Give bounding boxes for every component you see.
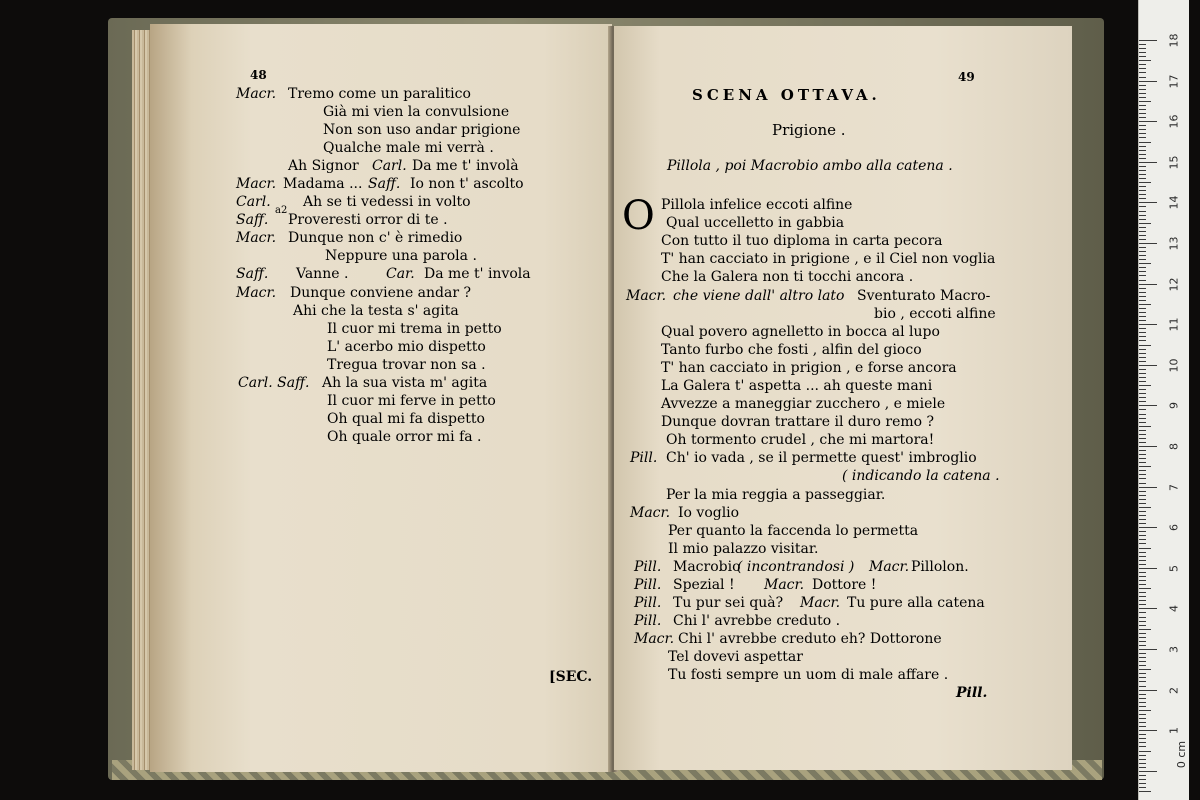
ruler-tick xyxy=(1139,211,1146,212)
ruler-tick xyxy=(1139,109,1146,110)
verse-line: Proveresti orror di te . xyxy=(288,212,448,228)
ruler-number: 2 xyxy=(1167,686,1181,694)
verse-line: Da me t' involà xyxy=(412,158,519,174)
speaker: Pill. xyxy=(634,559,662,575)
ruler-tick xyxy=(1139,255,1146,256)
ruler-tick xyxy=(1139,633,1146,634)
ruler-tick xyxy=(1139,137,1146,138)
ruler-tick xyxy=(1139,121,1157,122)
ruler-tick xyxy=(1139,751,1151,752)
speaker: Macr. xyxy=(236,230,277,246)
ruler-tick xyxy=(1139,430,1146,431)
ruler-tick xyxy=(1139,198,1146,199)
ruler-tick xyxy=(1139,365,1157,366)
speaker: Macr. xyxy=(630,505,671,521)
verse-line: T' han cacciato in prigione , e il Ciel non voglia xyxy=(661,251,996,267)
ruler-tick xyxy=(1139,158,1146,159)
ruler-tick xyxy=(1139,612,1146,613)
scene-setting: Prigione . xyxy=(772,121,846,139)
ruler-tick xyxy=(1139,507,1151,508)
ruler-unit-label: 0 cm xyxy=(1175,740,1189,769)
ruler-tick xyxy=(1139,625,1146,626)
verse-line: bio , eccoti alfine xyxy=(874,306,996,322)
ruler-tick xyxy=(1139,93,1146,94)
ruler-tick xyxy=(1139,596,1146,597)
ruler-tick xyxy=(1139,722,1146,723)
ruler-tick xyxy=(1139,564,1146,565)
verse-line: Il mio palazzo visitar. xyxy=(668,541,819,557)
speaker: Car. xyxy=(386,266,415,282)
verse-line: Oh tormento crudel , che mi martora! xyxy=(666,432,935,448)
ruler-tick xyxy=(1139,572,1146,573)
verse-line: Tu pure alla catena xyxy=(847,595,985,611)
ruler-tick xyxy=(1139,150,1146,151)
ruler-tick xyxy=(1139,40,1157,41)
ruler-tick xyxy=(1139,231,1146,232)
ruler-tick xyxy=(1139,621,1146,622)
ruler-tick xyxy=(1139,215,1146,216)
ruler-tick xyxy=(1139,166,1146,167)
verse-line: Ah la sua vista m' agita xyxy=(322,375,488,391)
ruler-tick xyxy=(1139,174,1146,175)
verse-line: Qual uccelletto in gabbia xyxy=(666,215,845,231)
verse-line: Con tutto il tuo diploma in carta pecora xyxy=(661,233,943,249)
ruler-tick xyxy=(1139,405,1157,406)
ruler-tick xyxy=(1139,288,1146,289)
ruler-tick xyxy=(1139,227,1146,228)
ruler-tick xyxy=(1139,487,1157,488)
ruler-tick xyxy=(1139,474,1146,475)
ruler-tick xyxy=(1139,284,1157,285)
ruler-tick xyxy=(1139,393,1146,394)
ruler-number: 3 xyxy=(1167,646,1181,653)
ruler-tick xyxy=(1139,129,1146,130)
ruler-tick xyxy=(1139,296,1146,297)
catchword: [SEC. xyxy=(549,669,593,685)
ruler-number: 5 xyxy=(1167,564,1181,572)
ruler-tick xyxy=(1139,661,1146,662)
ruler-tick xyxy=(1139,645,1146,646)
ruler-tick xyxy=(1139,730,1157,731)
ruler-tick xyxy=(1139,312,1146,313)
ruler-tick xyxy=(1139,125,1146,126)
verse-line: Sventurato Macro- xyxy=(857,288,991,304)
ruler-tick xyxy=(1139,677,1146,678)
ruler-tick xyxy=(1139,710,1151,711)
ruler-tick xyxy=(1139,267,1146,268)
ruler-tick xyxy=(1139,247,1146,248)
ruler-tick xyxy=(1139,235,1146,236)
ruler-tick xyxy=(1139,576,1146,577)
ruler-tick xyxy=(1139,206,1146,207)
ruler-tick xyxy=(1139,543,1146,544)
verse-line: Ah Signor xyxy=(288,158,359,174)
ruler-tick xyxy=(1139,77,1146,78)
ruler-tick xyxy=(1139,584,1146,585)
stage-direction: ( indicando la catena . xyxy=(842,468,1000,484)
ruler-tick xyxy=(1139,275,1146,276)
ruler-number: 1 xyxy=(1167,727,1181,735)
ruler-tick xyxy=(1139,336,1146,337)
ruler-tick xyxy=(1139,271,1146,272)
ruler-tick xyxy=(1139,146,1146,147)
ruler-tick xyxy=(1139,251,1146,252)
ruler-number: 8 xyxy=(1167,443,1181,450)
speaker: Macr. xyxy=(626,288,667,304)
verse-line: Oh qual mi fa dispetto xyxy=(327,411,485,427)
ruler-tick xyxy=(1139,600,1146,601)
ruler-tick xyxy=(1139,637,1146,638)
verse-line: Il cuor mi trema in petto xyxy=(327,321,502,337)
ruler-tick xyxy=(1139,458,1146,459)
verse-line: Già mi vien la convulsione xyxy=(323,104,510,120)
ruler-tick xyxy=(1139,89,1146,90)
ruler-tick xyxy=(1139,324,1157,325)
ruler-tick xyxy=(1139,202,1157,203)
ruler-tick xyxy=(1139,608,1157,609)
ruler-tick xyxy=(1139,243,1157,244)
ruler-tick xyxy=(1139,52,1146,53)
ruler-tick xyxy=(1139,588,1151,589)
ruler-tick xyxy=(1139,170,1146,171)
speaker: Pill. xyxy=(634,595,662,611)
ruler-number: 17 xyxy=(1167,74,1181,89)
ruler-tick xyxy=(1139,44,1146,45)
ruler-tick xyxy=(1139,746,1146,747)
ruler-tick xyxy=(1139,72,1146,73)
verse-line: Non son uso andar prigione xyxy=(323,122,521,138)
ruler-tick xyxy=(1139,604,1146,605)
ruler-tick xyxy=(1139,186,1146,187)
ruler-tick xyxy=(1139,531,1146,532)
ruler-tick xyxy=(1139,669,1151,670)
ruler-tick xyxy=(1139,649,1157,650)
ruler-tick xyxy=(1139,629,1151,630)
ruler-tick xyxy=(1139,527,1157,528)
ruler-tick xyxy=(1139,223,1151,224)
ruler-tick xyxy=(1139,548,1151,549)
ruler-tick xyxy=(1139,523,1146,524)
ruler-tick xyxy=(1139,340,1146,341)
ruler-tick xyxy=(1139,369,1146,370)
speaker: Macr. xyxy=(764,577,805,593)
ruler-tick xyxy=(1139,219,1146,220)
ruler-number: 4 xyxy=(1167,605,1181,613)
speaker: Pill. xyxy=(634,613,662,629)
verse-line: Per la mia reggia a passeggiar. xyxy=(666,487,886,503)
ruler-tick xyxy=(1139,767,1146,768)
ruler-tick xyxy=(1139,783,1146,784)
ruler-tick xyxy=(1139,332,1146,333)
verse-line: Che la Galera non ti tocchi ancora . xyxy=(661,269,914,285)
ruler-tick xyxy=(1139,726,1146,727)
ruler-tick xyxy=(1139,791,1151,792)
verse-line: Ah se ti vedessi in volto xyxy=(303,194,471,210)
ruler-tick xyxy=(1139,742,1146,743)
ruler-tick xyxy=(1139,113,1146,114)
ruler-tick xyxy=(1139,568,1157,569)
speaker: Macr. xyxy=(236,285,277,301)
ruler-tick xyxy=(1139,345,1151,346)
ruler-tick xyxy=(1139,759,1146,760)
ruler-tick xyxy=(1139,182,1151,183)
ruler-tick xyxy=(1139,775,1146,776)
ruler-tick xyxy=(1139,483,1146,484)
speaker: Macr. xyxy=(634,631,675,647)
ruler-tick xyxy=(1139,515,1146,516)
ruler-tick xyxy=(1139,438,1146,439)
verse-line: Chi l' avrebbe creduto . xyxy=(673,613,841,629)
verse-line: Tel dovevi aspettar xyxy=(668,649,803,665)
ruler-tick xyxy=(1139,592,1146,593)
drop-cap: O xyxy=(622,193,655,239)
verse-line: Avvezze a maneggiar zucchero , e miele xyxy=(661,396,946,412)
verse-line: Dottore ! xyxy=(812,577,877,593)
ruler-number: 9 xyxy=(1167,402,1181,410)
ruler-number: 18 xyxy=(1167,33,1181,48)
ruler-tick xyxy=(1139,389,1146,390)
speaker: Pill. xyxy=(630,450,658,466)
ruler-number: 12 xyxy=(1167,277,1181,292)
ruler-tick xyxy=(1139,418,1146,419)
ruler-number: 16 xyxy=(1167,114,1181,129)
verse-line: Macrobio xyxy=(673,559,741,575)
verse-line: Vanne . xyxy=(296,266,349,282)
verse-line: Il cuor mi ferve in petto xyxy=(327,393,496,409)
ruler-tick xyxy=(1139,48,1146,49)
ruler-tick xyxy=(1139,117,1146,118)
ruler-tick xyxy=(1139,466,1151,467)
verse-line: Tu fosti sempre un uom di male affare . xyxy=(668,667,949,683)
verse-line: Pillola infelice eccoti alfine xyxy=(661,197,853,213)
ruler-number: 10 xyxy=(1167,358,1181,373)
verse-line: T' han cacciato in prigion , e forse ancora xyxy=(661,360,957,376)
ruler-tick xyxy=(1139,263,1151,264)
ruler-tick xyxy=(1139,434,1146,435)
ruler-tick xyxy=(1139,133,1146,134)
ruler-tick xyxy=(1139,519,1146,520)
ruler-tick xyxy=(1139,657,1146,658)
ruler-tick xyxy=(1139,300,1146,301)
ruler-tick xyxy=(1139,377,1146,378)
verse-line: Ch' io vada , se il permette quest' imbroglio xyxy=(666,450,977,466)
ruler-tick xyxy=(1139,499,1146,500)
ruler-number: 7 xyxy=(1167,483,1181,491)
ruler-tick xyxy=(1139,357,1146,358)
ruler-number: 14 xyxy=(1167,195,1181,210)
ruler-tick xyxy=(1139,755,1146,756)
ruler-tick xyxy=(1139,690,1157,691)
a2-mark: a2 xyxy=(275,205,288,216)
ruler-tick xyxy=(1139,68,1146,69)
ruler-tick xyxy=(1139,162,1157,163)
stage-direction: Pillola , poi Macrobio ambo alla catena . xyxy=(667,158,953,174)
ruler-tick xyxy=(1139,694,1146,695)
ruler-tick xyxy=(1139,426,1151,427)
ruler-tick xyxy=(1139,503,1146,504)
ruler-tick xyxy=(1139,450,1146,451)
ruler-tick xyxy=(1139,617,1146,618)
right-page-number: 49 xyxy=(958,70,975,84)
ruler-number: 11 xyxy=(1167,317,1181,332)
speaker: Saff. xyxy=(236,266,269,282)
ruler-tick xyxy=(1139,706,1146,707)
ruler-tick xyxy=(1139,409,1146,410)
ruler-tick xyxy=(1139,280,1146,281)
ruler-tick xyxy=(1139,422,1146,423)
ruler-tick xyxy=(1139,714,1146,715)
ruler-tick xyxy=(1139,673,1146,674)
ruler-tick xyxy=(1139,535,1146,536)
ruler-number: 13 xyxy=(1167,236,1181,251)
verse-line: L' acerbo mio dispetto xyxy=(327,339,486,355)
speaker: Saff. xyxy=(236,212,269,228)
ruler-tick xyxy=(1139,381,1146,382)
ruler-tick xyxy=(1139,194,1146,195)
ruler-tick xyxy=(1139,681,1146,682)
ruler-tick xyxy=(1139,539,1146,540)
speaker: Macr. xyxy=(236,176,277,192)
speaker: Macr. xyxy=(800,595,841,611)
ruler-tick xyxy=(1139,101,1151,102)
ruler-tick xyxy=(1139,491,1146,492)
ruler-tick xyxy=(1139,397,1146,398)
verse-line: Madama ... xyxy=(283,176,363,192)
verse-line: Tu pur sei quà? xyxy=(673,595,784,611)
ruler-tick xyxy=(1139,665,1146,666)
ruler-tick xyxy=(1139,698,1146,699)
ruler-tick xyxy=(1139,478,1146,479)
ruler-tick xyxy=(1139,771,1157,772)
ruler-tick xyxy=(1139,259,1146,260)
verse-line: Dunque dovran trattare il duro remo ? xyxy=(661,414,935,430)
ruler-tick xyxy=(1139,446,1157,447)
ruler-tick xyxy=(1139,316,1146,317)
left-page-number: 48 xyxy=(250,68,267,82)
ruler-tick xyxy=(1139,239,1146,240)
speaker: Macr. xyxy=(869,559,910,575)
speaker: Saff. xyxy=(368,176,401,192)
ruler-tick xyxy=(1139,81,1157,82)
scene-title: SCENA OTTAVA. xyxy=(692,86,881,104)
stage-direction: che viene dall' altro lato xyxy=(673,288,845,304)
verse-line: Qualche male mi verrà . xyxy=(323,140,494,156)
ruler-tick xyxy=(1139,495,1146,496)
ruler-tick xyxy=(1139,414,1146,415)
speaker: Carl. xyxy=(236,194,271,210)
ruler-tick xyxy=(1139,787,1146,788)
ruler-tick xyxy=(1139,60,1151,61)
ruler-tick xyxy=(1139,105,1146,106)
ruler-tick xyxy=(1139,154,1146,155)
ruler-tick xyxy=(1139,56,1146,57)
ruler-tick xyxy=(1139,304,1151,305)
ruler-tick xyxy=(1139,349,1146,350)
verse-line: Dunque conviene andar ? xyxy=(290,285,472,301)
speaker: Carl. xyxy=(372,158,407,174)
stage-direction: ( incontrandosi ) xyxy=(737,559,855,575)
ruler-tick xyxy=(1139,470,1146,471)
speaker: Macr. xyxy=(236,86,277,102)
ruler-tick xyxy=(1139,556,1146,557)
verse-line: Qual povero agnelletto in bocca al lupo xyxy=(661,324,940,340)
ruler-tick xyxy=(1139,560,1146,561)
ruler-tick xyxy=(1139,686,1146,687)
verse-line: Io non t' ascolto xyxy=(410,176,524,192)
ruler-tick xyxy=(1139,97,1146,98)
ruler-tick xyxy=(1139,292,1146,293)
verse-line: Per quanto la faccenda lo permetta xyxy=(668,523,919,539)
ruler-tick xyxy=(1139,361,1146,362)
ruler-tick xyxy=(1139,442,1146,443)
verse-line: Tremo come un paralitico xyxy=(288,86,471,102)
ruler-tick xyxy=(1139,718,1146,719)
speaker: Pill. xyxy=(634,577,662,593)
ruler-tick xyxy=(1139,580,1146,581)
ruler-tick xyxy=(1139,353,1146,354)
ruler-tick xyxy=(1139,738,1146,739)
ruler-tick xyxy=(1139,641,1146,642)
verse-line: Neppure una parola . xyxy=(325,248,477,264)
verse-line: Io voglio xyxy=(678,505,740,521)
verse-line: Chi l' avrebbe creduto eh? Dottorone xyxy=(678,631,942,647)
ruler-number: 6 xyxy=(1167,524,1181,532)
ruler-tick xyxy=(1139,763,1146,764)
ruler-tick xyxy=(1139,552,1146,553)
ruler-tick xyxy=(1139,779,1146,780)
verse-line: Tregua trovar non sa . xyxy=(327,357,486,373)
catchword: Pill. xyxy=(956,685,988,701)
speaker: Carl. Saff. xyxy=(238,375,310,391)
ruler-tick xyxy=(1139,320,1146,321)
ruler-tick xyxy=(1139,373,1146,374)
ruler-tick xyxy=(1139,702,1146,703)
ruler-tick xyxy=(1139,385,1151,386)
ruler-tick xyxy=(1139,85,1146,86)
ruler-number: 15 xyxy=(1167,155,1181,170)
ruler-tick xyxy=(1139,454,1146,455)
verse-line: La Galera t' aspetta ... ah queste mani xyxy=(661,378,933,394)
verse-line: Pillolon. xyxy=(911,559,969,575)
ruler-tick xyxy=(1139,401,1146,402)
verse-line: Tanto furbo che fosti , alfin del gioco xyxy=(661,342,922,358)
ruler-tick xyxy=(1139,142,1151,143)
ruler-tick xyxy=(1139,190,1146,191)
scale-ruler xyxy=(1138,0,1189,800)
ruler-tick xyxy=(1139,178,1146,179)
ruler-tick xyxy=(1139,64,1146,65)
ruler-tick xyxy=(1139,734,1146,735)
verse-line: Ahi che la testa s' agita xyxy=(293,303,459,319)
ruler-tick xyxy=(1139,653,1146,654)
verse-line: Spezial ! xyxy=(673,577,735,593)
ruler-tick xyxy=(1139,328,1146,329)
ruler-tick xyxy=(1139,308,1146,309)
ruler-tick xyxy=(1139,462,1146,463)
verse-line: Da me t' invola xyxy=(424,266,531,282)
verse-line: Oh quale orror mi fa . xyxy=(327,429,482,445)
verse-line: Dunque non c' è rimedio xyxy=(288,230,463,246)
ruler-tick xyxy=(1139,511,1146,512)
